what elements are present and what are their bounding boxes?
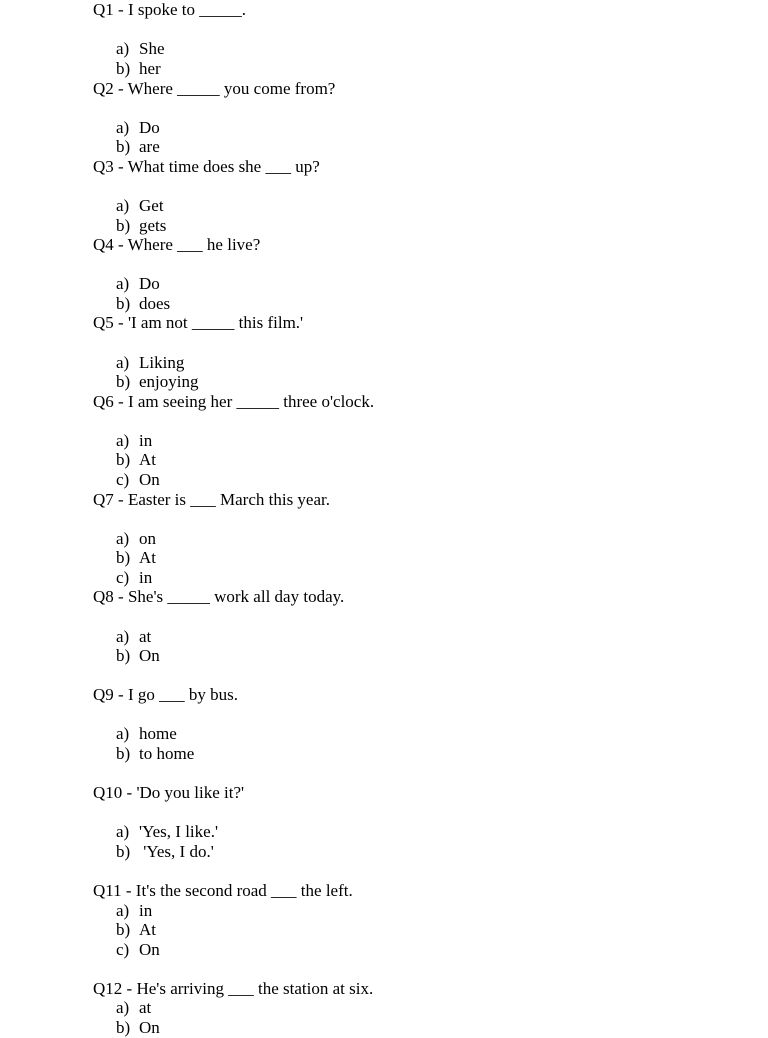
option-text: enjoying bbox=[139, 372, 199, 391]
option-letter: a) bbox=[116, 196, 130, 215]
option-text: does bbox=[139, 294, 171, 313]
option-3a bbox=[116, 196, 164, 216]
option-text: On bbox=[139, 470, 160, 489]
question-4: Q4 - Where ___ he live? bbox=[93, 235, 261, 254]
option-letter: a) bbox=[116, 998, 130, 1017]
option-letter: a) bbox=[116, 724, 130, 743]
option-6b bbox=[116, 450, 156, 470]
option-text: home bbox=[139, 724, 177, 743]
option-2a bbox=[116, 118, 160, 138]
option-text: at bbox=[139, 627, 152, 646]
option-11c bbox=[116, 940, 160, 960]
option-text: On bbox=[139, 940, 160, 959]
question-3: Q3 - What time does she ___ up? bbox=[93, 157, 320, 176]
option-letter: a) bbox=[116, 901, 130, 920]
option-text: in bbox=[139, 431, 153, 450]
option-7b bbox=[116, 548, 156, 568]
option-5b bbox=[116, 372, 199, 392]
option-9b bbox=[116, 744, 194, 764]
question-1: Q1 - I spoke to _____. bbox=[93, 0, 246, 19]
option-letter: b) bbox=[116, 842, 131, 861]
option-text: On bbox=[139, 1018, 160, 1037]
option-letter: a) bbox=[116, 39, 130, 58]
option-text: on bbox=[139, 529, 156, 548]
option-5a bbox=[116, 353, 184, 373]
question-9: Q9 - I go ___ by bus. bbox=[93, 685, 238, 704]
option-letter: a) bbox=[116, 274, 130, 293]
option-text: at bbox=[139, 998, 152, 1017]
option-letter: b) bbox=[116, 744, 131, 763]
option-letter: a) bbox=[116, 822, 130, 841]
option-letter: b) bbox=[116, 59, 131, 78]
option-text: 'Yes, I like.' bbox=[139, 822, 219, 841]
option-12b bbox=[116, 1018, 160, 1038]
option-7a bbox=[116, 529, 156, 549]
option-text: gets bbox=[139, 216, 167, 235]
option-12a bbox=[116, 998, 151, 1018]
option-letter: b) bbox=[116, 372, 131, 391]
option-text: At bbox=[139, 920, 156, 939]
option-text: are bbox=[139, 137, 160, 156]
question-10: Q10 - 'Do you like it?' bbox=[93, 783, 245, 802]
option-letter: a) bbox=[116, 431, 130, 450]
option-letter: b) bbox=[116, 216, 131, 235]
option-letter: b) bbox=[116, 920, 131, 939]
option-letter: a) bbox=[116, 353, 130, 372]
option-text: Do bbox=[139, 274, 160, 293]
option-3b bbox=[116, 216, 166, 236]
option-letter: c) bbox=[116, 568, 130, 587]
option-letter: b) bbox=[116, 548, 131, 567]
option-letter: b) bbox=[116, 646, 131, 665]
option-2b bbox=[116, 137, 160, 157]
option-1a bbox=[116, 39, 165, 59]
option-text: in bbox=[139, 901, 153, 920]
option-8a bbox=[116, 627, 151, 647]
option-letter: b) bbox=[116, 294, 131, 313]
option-text: in bbox=[139, 568, 153, 587]
option-text: her bbox=[139, 59, 161, 78]
option-text: At bbox=[139, 548, 156, 567]
option-text: to home bbox=[139, 744, 195, 763]
option-text: Get bbox=[139, 196, 164, 215]
option-letter: a) bbox=[116, 627, 130, 646]
option-letter: a) bbox=[116, 529, 130, 548]
option-letter: b) bbox=[116, 450, 131, 469]
option-text: On bbox=[139, 646, 160, 665]
option-11b bbox=[116, 920, 156, 940]
question-12: Q12 - He's arriving ___ the station at six. bbox=[93, 979, 374, 998]
option-6a bbox=[116, 431, 152, 451]
option-letter: b) bbox=[116, 1018, 131, 1037]
option-letter: b) bbox=[116, 137, 131, 156]
option-text: 'Yes, I do.' bbox=[139, 842, 214, 861]
option-text: She bbox=[139, 39, 165, 58]
option-6c bbox=[116, 470, 160, 490]
option-text: At bbox=[139, 450, 156, 469]
question-7: Q7 - Easter is ___ March this year. bbox=[93, 490, 330, 509]
option-7c bbox=[116, 568, 152, 588]
option-8b bbox=[116, 646, 160, 666]
option-letter: c) bbox=[116, 940, 130, 959]
option-text: Do bbox=[139, 118, 160, 137]
option-10a bbox=[116, 822, 218, 842]
question-6: Q6 - I am seeing her _____ three o'clock. bbox=[93, 392, 375, 411]
option-text: Liking bbox=[139, 353, 185, 372]
option-4b bbox=[116, 294, 170, 314]
option-11a bbox=[116, 901, 152, 921]
option-letter: a) bbox=[116, 118, 130, 137]
option-1b bbox=[116, 59, 161, 79]
question-8: Q8 - She's _____ work all day today. bbox=[93, 587, 345, 606]
question-5: Q5 - 'I am not _____ this film.' bbox=[93, 313, 304, 332]
question-11: Q11 - It's the second road ___ the left. bbox=[93, 881, 353, 900]
option-9a bbox=[116, 724, 177, 744]
option-10b bbox=[116, 842, 214, 862]
option-letter: c) bbox=[116, 470, 130, 489]
question-2: Q2 - Where _____ you come from? bbox=[93, 79, 336, 98]
option-4a bbox=[116, 274, 160, 294]
